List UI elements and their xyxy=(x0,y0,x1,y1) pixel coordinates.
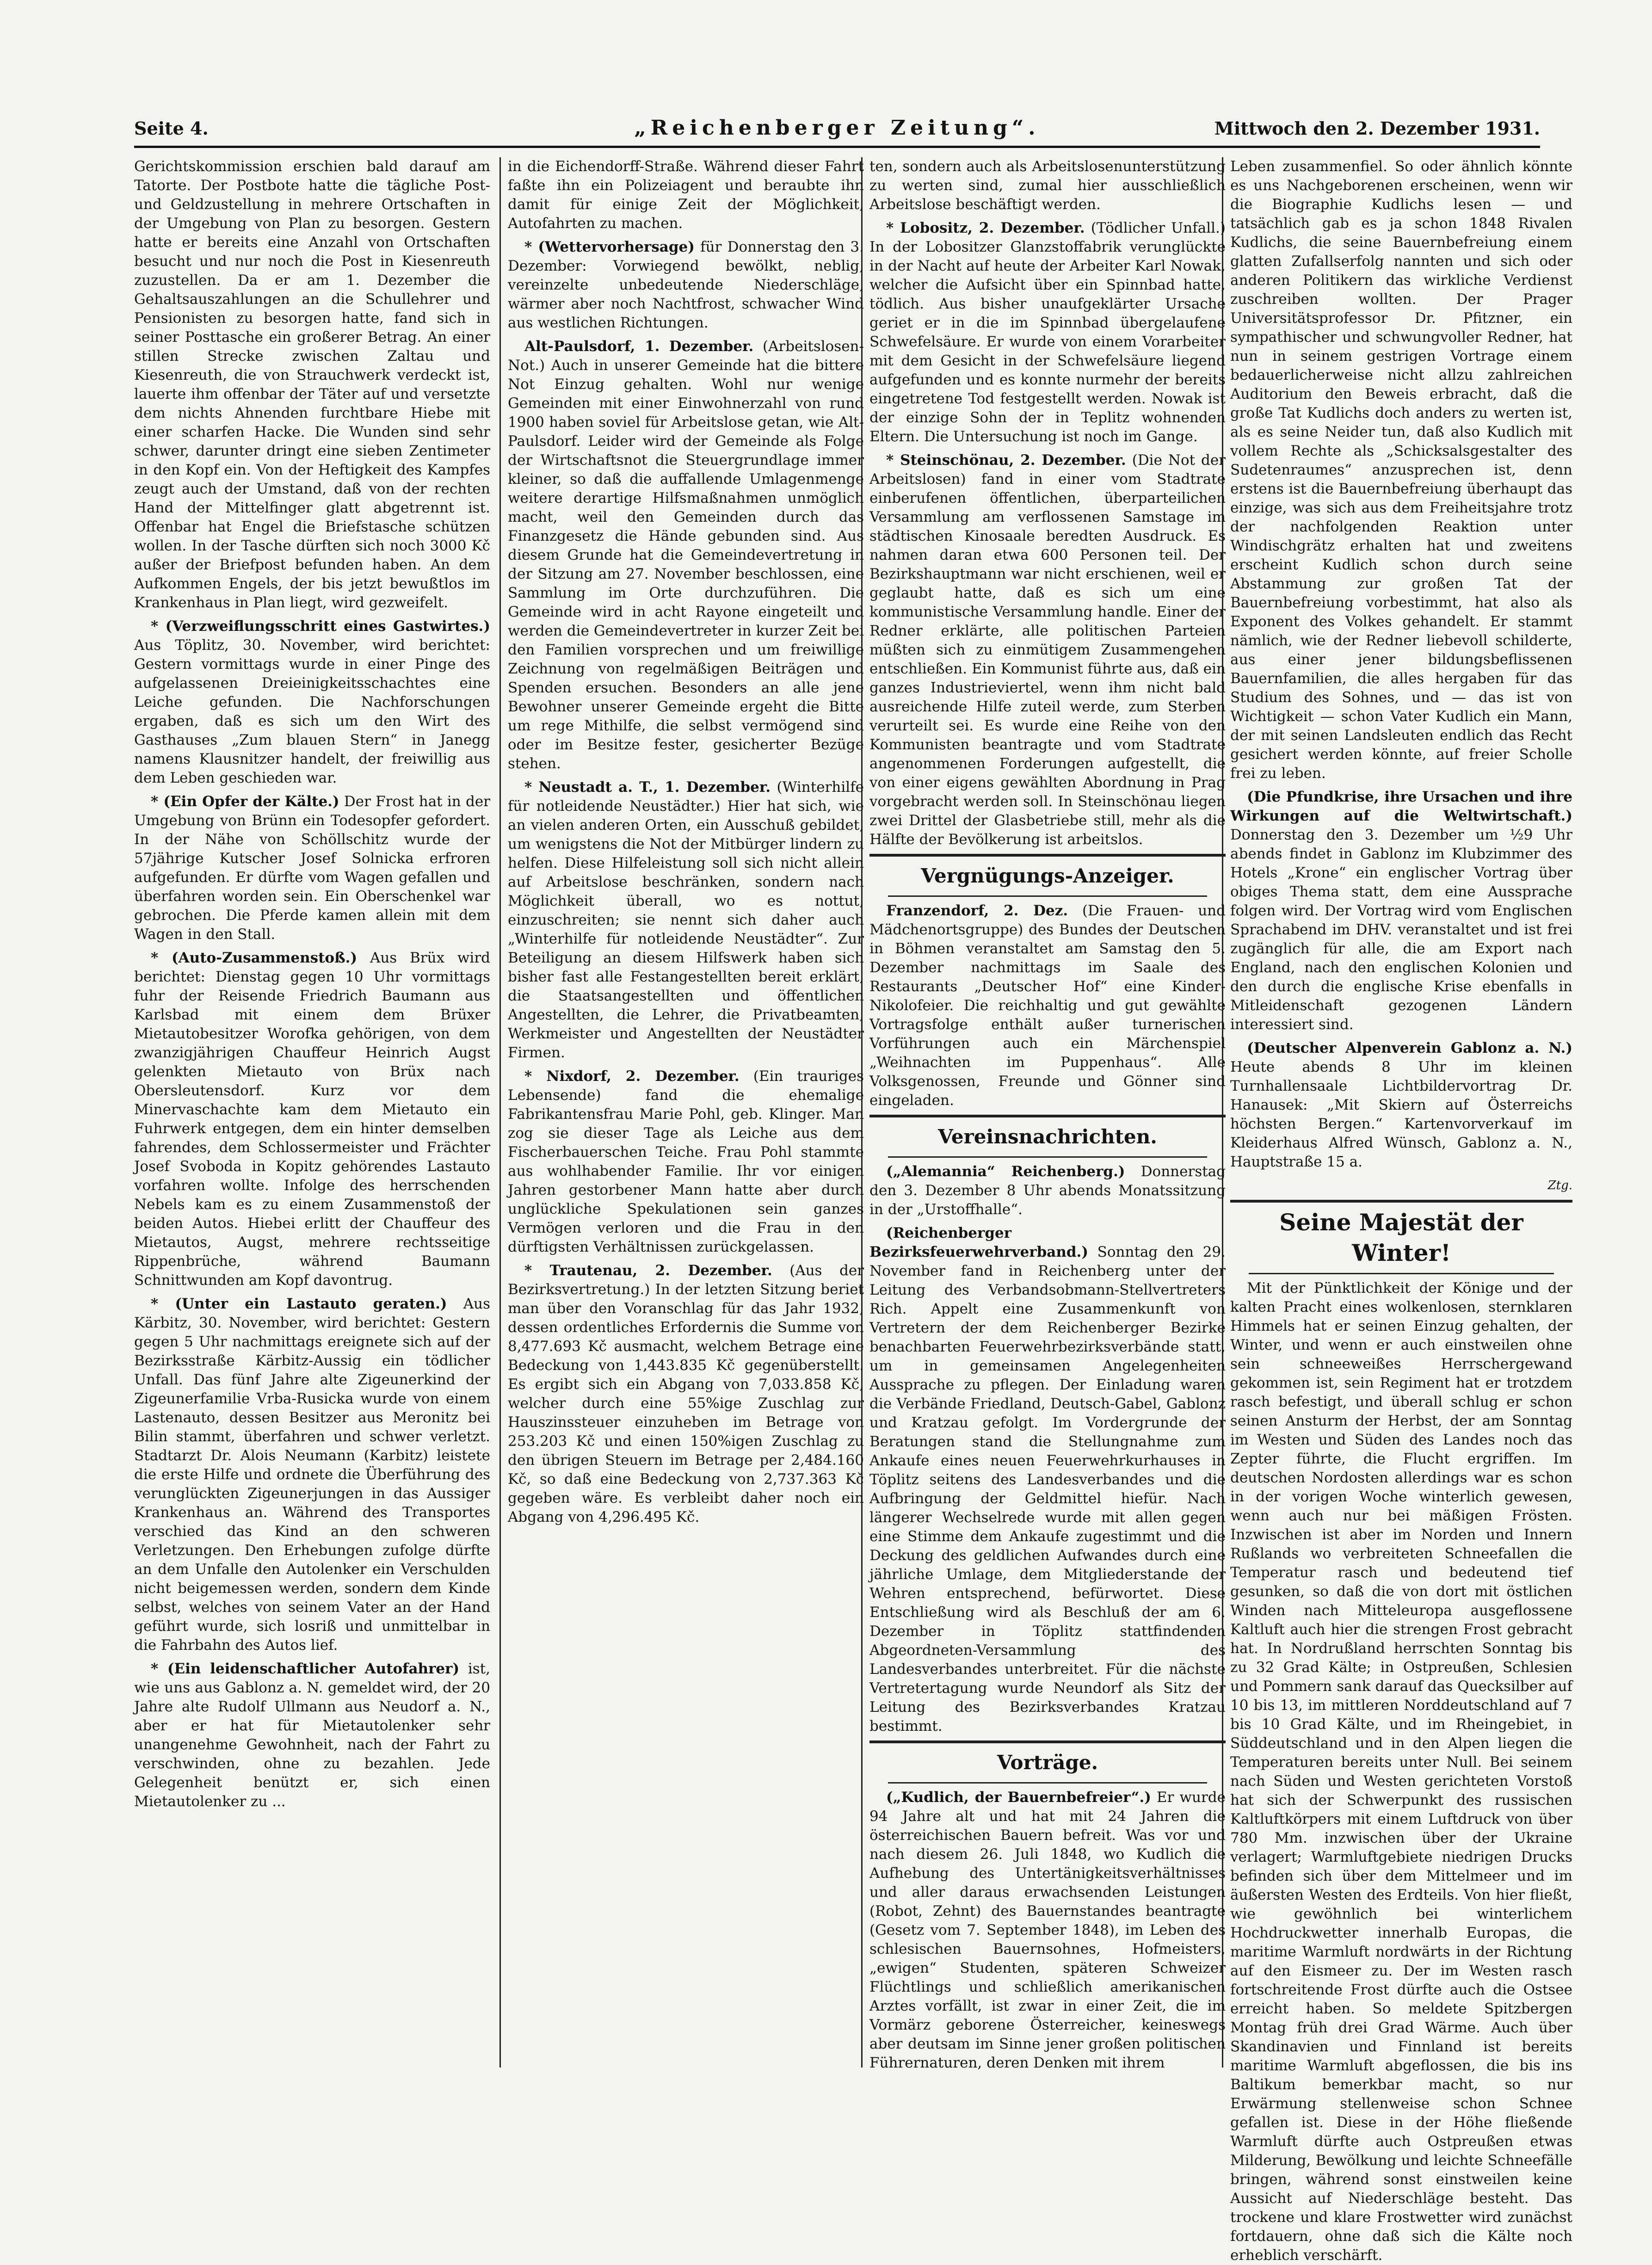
article-text xyxy=(134,949,490,1290)
article-text xyxy=(134,617,490,788)
article xyxy=(869,1224,1226,1736)
article-body: Gerichtskommission erschien bald darauf am Tatorte. Der Postbote hatte die tägliche Post- und Geldzustellung in mehrere Ortschaften in der Umgebung von Plan zu besorgen. Gestern hatte er bereits eine Anzahl von Ortschaften besucht und nur noch die Post in Kiesenreuth zuzustellen. Da er am 1. Dezember die Gehaltsauszahlungen an die Schullehrer und Pensionisten zu besorgen hatte, fand sich in seiner Posttasche ein großerer Betrag. An einer stillen Strecke zwischen Zaltau und Kiesenreuth, die von Strauchwerk verdeckt ist, lauerte ihm offenbar der Täter auf und versetzte dem nichts Ahnenden furchtbare Hiebe mit einer scharfen Hacke. Die Wunden sind sehr schwer, darunter dringt eine sieben Zentimeter in den Kopf ein. Von der Heftigkeit des Kampfes zeugt auch der Umstand, daß von der rechten Hand der Mittelfinger glatt abgetrennt ist. Offenbar hat Engel die Briefstasche schützen wollen. In der Tasche dürften sich noch 3000 Kč außer der Briefpost befunden haben. An dem Aufkommen Engels, der bis jetzt bewußtlos im Krankenhaus in Plan liegt, wird gezweifelt. xyxy=(134,158,490,611)
column-1 xyxy=(134,157,490,2063)
section-heading-verein: Vereinsnachrichten. xyxy=(938,1125,1157,1148)
article-text xyxy=(869,1162,1226,1219)
article xyxy=(1230,788,1572,1034)
feature-headline: Seine Majestät der Winter! xyxy=(1279,1209,1523,1266)
article-lead: * Lobositz, 2. Dezember. xyxy=(886,220,1085,236)
article xyxy=(508,778,864,1062)
article-text xyxy=(508,157,864,233)
article-text xyxy=(1230,157,1572,783)
article xyxy=(869,157,1226,214)
header-rule xyxy=(134,146,1540,148)
article-body: (Aus der Bezirksvertretung.) In der letzten Sitzung beriet man über den Voranschlag für das Jahr 1932, dessen ordentliches Erfordernis die Summe von 8,477.693 Kč ausmacht, welchem Betrage eine Bedeckung von 1,443.835 Kč gegenüberstellt. Es ergibt sich ein Abgang von 7,033.858 Kč, welcher durch eine 55%ige Zuschlag zur Hauszinssteuer einzuheben im Betrage von 253.203 Kč und einen 150%igen Zuschlag zu den übrigen Steuern im Betrage per 2,484.160 Kč, so daß eine Bedeckung von 2,737.363 Kč gegeben wäre. Es verbleibt daher noch ein Abgang von 4,296.495 Kč. xyxy=(508,1262,864,1525)
article xyxy=(869,1162,1226,1219)
article-lead: * Neustadt a. T., 1. Dezember. xyxy=(524,779,771,796)
article xyxy=(508,238,864,333)
article-text xyxy=(508,1261,864,1527)
article xyxy=(1230,1279,1572,2265)
article-lead: * Trautenau, 2. Dezember. xyxy=(524,1262,772,1279)
article-body: Donnerstag den 3. Dezember 8 Uhr abends Monatssitzung in der „Urstoffhalle“. xyxy=(869,1163,1226,1218)
article-body: ist, wie uns aus Gablonz a. N. gemeldet wird, der 20 Jahre alte Rudolf Ullmann aus Neudorf a. N., aber er hat für Mietautolenker sehr unangenehme Gewohnheit, nach der Fahrt zu verschwinden, ohne zu bezahlen. Jede Gelegenheit benützt er, sich einen Mietautolenker zu ... xyxy=(134,1660,490,1810)
issue-date: Mittwoch den 2. Dezember 1931. xyxy=(1214,118,1540,139)
article-body: für Donnerstag den 3. Dezember: Vorwiegend bewölkt, neblig, vereinzelte unbedeutende Niederschläge, wärmer aber noch Nachtfrost, schwacher Wind aus westlichen Richtungen. xyxy=(508,239,864,331)
masthead: „Reichenberger Zeitung“. xyxy=(634,116,1040,140)
article-text xyxy=(869,1224,1226,1736)
article-text xyxy=(869,901,1226,1110)
article xyxy=(134,792,490,944)
article-text: Mit der Pünktlichkeit der Könige und der kalten Pracht eines wolkenlosen, sternklaren Himmels hat er seinen Einzug gehalten, der Winter, und wenn er auch einstweilen ohne sein schneeweißes Herrschergewand gekommen ist, sein Regiment hat er trotzdem rasch befestigt, und überall schlug er schon seinen Ansturm der Herbst, der am Sonntag im Westen und Süden des Landes noch das Zepter führte, die Flucht ergriffen. Im deutschen Nordosten allerdings war es schon in der vorigen Woche winterlich gewesen, wenn auch nur bei mäßigen Frösten. Inzwischen ist aber im Norden und Innern Rußlands wo verbreiteten Schneefallen die Temperatur rasch und bedeutend tief gesunken, so daß die von dort mit östlichen Winden nach Mitteleuropa ausgeflossene Kaltluft auch hier die strengen Frost gebracht hat. In Nordrußland herrschten Sonntag bis zu 32 Grad Kälte; in Ostpreußen, Schlesien und Pommern sank darauf das Quecksilber auf 10 bis 13, im mittleren Norddeutschland auf 7 bis 10 Grad Kälte, und im Rheingebiet, in Süddeutschland und in den Alpen liegen die Temperaturen bereits unter Null. Bei seinem nach Süden und Westen gerichteten Vorstoß hat sich der Schwerpunkt des russischen Kaltluftkörpers mit einem Luftdruck von über 780 Mm. inzwischen über der Ukraine verlagert; Warmluftgebiete niedrigen Drucks befinden sich über dem Mittelmeer und im äußersten Westen des Erdteils. Von hier fließt, wie gewöhnlich bei winterlichem Hochdruckwetter innerhalb Europas, die maritime Warmluft nordwärts in der Richtung auf den Eismeer zu. Der im Westen rasch fortschreitende Frost dürfte auch die Ostsee erreicht haben. So meldete Spitzbergen Montag früh drei Grad Wärme. Auch über Skandinavien und Finnland ist bereits maritime Warmluft abgeflossen, die bis ins Baltikum bemerkbar macht, so nur Erwärmung stellenweise schon Schnee gefallen ist. Diese in der Höhe fließende Warmluft dürfte auch Ostpreußen etwas Milderung, Bewölkung und leichte Schneefälle bringen, während sonst einstweilen keine Aussicht auf Niederschläge besteht. Das trockene und klare Frostwetter wird zunächst fortdauern, ohne daß sich die Kälte noch erheblich verschärft. xyxy=(1230,1280,1572,2264)
article-lead: * (Unter ein Lastauto geraten.) xyxy=(151,1296,447,1312)
section-heading-vortraege: Vorträge. xyxy=(997,1751,1098,1774)
article-text xyxy=(1230,1039,1572,1172)
article-text xyxy=(134,157,490,612)
article xyxy=(134,1295,490,1655)
article-text xyxy=(508,238,864,333)
article-lead: („Alemannia“ Reichenberg.) xyxy=(886,1163,1125,1180)
article xyxy=(508,1067,864,1257)
section-heading-vergnuegung: Vergnügungs-Anzeiger. xyxy=(921,864,1174,887)
article-body: (Die Not der Arbeitslosen) fand in einer vom Stadtrate einberufenen öffentlichen, überparteilichen Versammlung am verflossenen Samstage im städtischen Kinosaale beredten Ausdruck. Es nahmen daran etwa 600 Personen teil. Der Bezirkshauptmann war nicht erschienen, weil er geglaubt hatte, daß es sich um eine kommunistische Versammlung handle. Einer der Redner erklärte, alle politischen Parteien müßten sich zu einmütigem Zusammengehen entschließen. Ein Kommunist führte aus, daß ein ganzes Industrieviertel, wenn ihm nicht bald ausreichende Hilfe zuteil werde, zum Sterben verurteilt sei. Es wurde eine Reihe von den Kommunisten beantragte und vom Stadtrate angenommenen Forderungen aufgestellt, die von einer eigens gewählten Abordnung in Prag vorgebracht werden soll. In Steinschönau liegen zwei Drittel der Glasbetriebe still, mehr als die Hälfte der Bevölkerung ist arbeitslos. xyxy=(869,452,1226,848)
article xyxy=(134,617,490,788)
article-lead: * (Verzweiflungsschritt eines Gastwirtes.) xyxy=(151,618,490,635)
column-3 xyxy=(869,157,1226,2071)
section-rule xyxy=(1249,1273,1554,1274)
article-text xyxy=(869,219,1226,446)
article-text xyxy=(869,451,1226,849)
article-lead: * (Auto-Zusammenstoß.) xyxy=(151,950,358,966)
article-lead: * Nixdorf, 2. Dezember. xyxy=(524,1068,740,1085)
article-body: Aus Kärbitz, 30. November, wird berichtet: Gestern gegen 5 Uhr nachmittags ereignete sich auf der Bezirksstraße Kärbitz-Aussig ein tödlicher Unfall. Das fünf Jahre alte Zigeunerkind der Zigeunerfamilie Vrba-Rusicka wurde von einem Lastenauto, dessen Besitzer aus Meronitz bei Bilin stammt, überfahren und schwer verletzt. Stadtarzt Dr. Alois Neumann (Karbitz) leistete die erste Hilfe und ordnete die Überführung des verunglückten Zigeunerjungen in das Aussiger Krankenhaus an. Während des Transportes verschied das Kind an den schweren Verletzungen. Den Erhebungen zufolge dürfte an dem Unfalle den Autolenker ein Verschulden nicht beigemessen werden, sondern dem Kinde selbst, welches von seinem Vater an der Hand geführt wurde, sich losriß und unmittelbar in die Fahrbahn des Autos lief. xyxy=(134,1296,491,1654)
column-2 xyxy=(508,157,864,2063)
article-body: ten, sondern auch als Arbeitslosenunterstützung zu werten sind, zumal hier ausschließlich Arbeitslose beschäftigt werden. xyxy=(869,158,1226,213)
article-text xyxy=(134,1660,490,1811)
article xyxy=(869,901,1226,1110)
section-rule xyxy=(869,1740,1226,1743)
article-body: (Die Frauen- und Mädchenortsgruppe) des Bundes der Deutschen in Böhmen veranstaltet am Samstag den 5. Dezember nachmittags im Saale des Restaurants „Deutscher Hof“ eine Kinder-Nikolofeier. Die reichhaltig und gut gewählte Vortragsfolge enthält außer turnerischen Vorführungen auch ein Märchenspiel „Weihnachten im Puppenhaus“. Alle Volksgenossen, Freunde und Gönner sind eingeladen. xyxy=(869,902,1226,1109)
article-body: Heute abends 8 Uhr im kleinen Turnhallensaale Lichtbildervortrag Dr. Hanausek: „Mit Skiern auf Österreichs höchsten Bergen.“ Kartenvorverkauf im Kleiderhaus Alfred Wünsch, Gablonz a. N., Hauptstraße 15 a. xyxy=(1230,1059,1572,1170)
article xyxy=(508,157,864,233)
article-lead: * Steinschönau, 2. Dezember. xyxy=(886,452,1126,469)
article-lead: Alt-Paulsdorf, 1. Dezember. xyxy=(524,338,754,355)
article-body: Sonntag den 29. November fand in Reichenberg unter der Leitung des Verbandsobmann-Stellvertreters Rich. Appelt eine Zusammenkunft von Vertretern der dem Reichenberger Bezirke benachbarten Feuerwehrbezirksverbände statt, um in gemeinsamen Angelegenheiten Aussprache zu pflegen. Der Einladung waren die Verbände Friedland, Deutsch-Gabel, Gablonz und Kratzau gefolgt. Im Vordergrunde der Beratungen stand die Stellungnahme zum Ankaufe eines neuen Feuerwehrkurhauses in Töplitz seitens des Landesverbandes und die Aufbringung der Geldmittel hiefür. Nach längerer Wechselrede wurde mit allen gegen eine Stimme dem Ankaufe zugestimmt und die Deckung des geldlichen Aufwandes durch eine jährliche Umlage, dem Mitgliederstande der Wehren entsprechend, befürwortet. Diese Entschließung wird als Beschluß der am 6. Dezember in Töplitz stattfindenden Abgeordneten-Versammlung des Landesverbandes unterbreitet. Für die nächste Vertretertagung wurde Neundorf als Sitz der Leitung des Bezirksverbandes Kratzau bestimmt. xyxy=(869,1244,1226,1734)
article-text xyxy=(134,1295,490,1655)
article-body: (Arbeitslosen-Not.) Auch in unserer Gemeinde hat die bittere Not Einzug gehalten. Wohl nur wenige Gemeinden mit einer Einwohnerzahl von rund 1900 haben soviel für Arbeitslose getan, wie Alt-Paulsdorf. Leider wird der Gemeinde als Folge der Wirtschaftsnot die Steuergrundlage immer kleiner, so daß die auffallende Umlagenmenge weitere derartige Hilfsmaßnahmen unmöglich macht, weil den Gemeinden durch das Finanzgesetz die Hände gebunden sind. Aus diesem Grunde hat die Gemeindevertretung in der Sitzung am 27. November beschlossen, eine Sammlung im Orte durchzuführen. Die Gemeinde wird in acht Rayone eingeteilt und werden die Gemeindevertreter in kurzer Zeit bei den Familien vorsprechen und um freiwillige Zeichnung von regelmäßigen Beiträgen und Spenden ersuchen. Besonders an alle jene Bewohner unserer Gemeinde ergeht die Bitte um rege Mithilfe, die selbst vermögend sind oder im Besitze fester, gesicherter Bezüge stehen. xyxy=(508,338,864,772)
article-text xyxy=(869,157,1226,214)
article-lead: * (Ein Opfer der Kälte.) xyxy=(151,793,339,810)
article-body: Leben zusammenfiel. So oder ähnlich könnte es uns Nachgeborenen erscheinen, wenn wir die Biographie Kudlichs lesen — und tatsächlich gab es ja schon 1848 Rivalen Kudlichs, die seine Bauernbefreiung einem glatten Zufallserfolg nannten und sich oder anderen Politikern das wirkliche Verdienst zuschreiben wollten. Der Prager Universitätsprofessor Dr. Pfitzner, ein sympathischer und schwungvoller Redner, hat nun in seinem gestrigen Vortrage einem bedauerlicherweise nicht allzu zahlreichen Auditorium den Beweis erbracht, daß die große Tat Kudlichs doch anders zu werten ist, als es seine Neider tun, daß also Kudlich mit vollem Rechte als „Schicksalsgestalter des Sudetenraumes“ anzusprechen ist, denn erstens ist die Bauernbefreiung überhaupt das einzige, was sich aus dem Freiheitsjahre trotz der nachfolgenden Reaktion unter Windischgrätz erhalten hat und zweitens erscheint Kudlich schon durch seine Abstammung zur großen Tat der Bauernbefreiung vorbestimmt, hat also als Exponent des Volkes gehandelt. Er stammt nämlich, wie der Redner liebevoll schilderte, aus einer jener bildungsbeflissenen Bauernfamilien, die alles hergaben für das Studium des Sohnes, und — das ist von Wichtigkeit — schon Vater Kudlich ein Mann, der mit seinen Landsleuten endlich das Recht gesichert werden könnte, auf freier Scholle frei zu leben. xyxy=(1230,158,1572,782)
article xyxy=(869,219,1226,446)
article xyxy=(1230,157,1572,783)
article-body: Er wurde 94 Jahre alt und hat mit 24 Jahren die österreichischen Bauern befreit. Was vor und nach diesem 26. Juli 1848, wo Kudlich die Aufhebung des Untertänigkeitsverhältnisses und aller daraus erwachsenden Leistungen (Robot, Zehnt) des Bauernstandes beantragte (Gesetz vom 7. September 1848), im Leben des schlesischen Bauernsohnes, Hofmeisters, „ewigen“ Studenten, späteren Schweizer Flüchtlings und schließlich amerikanischen Arztes vorfällt, ist zwar in einer Zeit, die im Vormärz geborene Österreicher, keineswegs aber deutsam im Sinne jener großen politischen Führernaturen, deren Denken mit ihrem xyxy=(869,1789,1226,2071)
article-text xyxy=(134,792,490,944)
section-rule xyxy=(888,1156,1207,1158)
article-text xyxy=(869,1788,1226,2073)
article-lead: („Kudlich, der Bauernbefreier“.) xyxy=(886,1789,1151,1806)
article-text xyxy=(508,337,864,773)
article xyxy=(508,337,864,773)
section-rule xyxy=(869,1115,1226,1117)
article-lead: (Die Pfundkrise, ihre Ursachen und ihre Wirkungen auf die Weltwirtschaft.) xyxy=(1230,789,1572,824)
article-text xyxy=(508,1067,864,1257)
article-lead: * (Wettervorhersage) xyxy=(524,239,695,255)
article xyxy=(134,1660,490,1811)
article-body: Aus Töplitz, 30. November, wird berichtet: Gestern vormittags wurde in einer Pinge des aufgelassenen Dreieinigkeitsschachtes eine Leiche gefunden. Die Nachforschungen ergaben, daß es sich um den Wirt des Gasthauses „Zum blauen Stern“ in Janegg namens Klausnitzer handelt, der freiwillig aus dem Leben geschieden war. xyxy=(134,637,490,786)
column-divider xyxy=(499,157,501,2068)
article-body: Der Frost hat in der Umgebung von Brünn ein Todesopfer gefordert. In der Nähe von Schöllschitz wurde der 57jährige Kutscher Josef Solnicka erfroren aufgefunden. Er dürfte vom Wagen gefallen und überfahren worden sein. Ein Oberschenkel war gebrochen. Die Pferde kamen allein mit dem Wagen in den Stall. xyxy=(134,793,491,943)
signoff: Ztg. xyxy=(1547,1179,1572,1192)
article-body: Donnerstag den 3. Dezember um ½9 Uhr abends findet in Gablonz im Klubzimmer des Hotels „Krone“ ein englischer Vortrag über obiges Thema statt, dem eine Aussprache folgen wird. Der Vortrag wird vom Englischen Sprachabend im DHV. veranstaltet und ist frei zugänglich für alle, die am Export nach England, nach den englischen Kolonien und den durch die englische Krise ebenfalls in Mitleidenschaft gezogenen Ländern interessiert sind. xyxy=(1230,827,1572,1033)
article-body: Aus Brüx wird berichtet: Dienstag gegen 10 Uhr vormittags fuhr der Reisende Friedrich Baumann aus Karlsbad mit einem dem Brüxer Mietautobesitzer Worofka gehörigen, von dem zwanzigjährigen Chauffeur Heinrich Augst gelenkten Mietauto von Brüx nach Obersleutensdorf. Kurz vor dem Minervaschachte kam dem Mietauto ein Fuhrwerk entgegen, dem ein hinter demselben fahrendes, dem Schlossermeister und Frächter Josef Svoboda in Kopitz gehörendes Lastauto vorfahren wollte. Infolge des herrschenden Nebels kam es zu einem Zusammenstoß der beiden Autos. Hiebei erlitt der Chauffeur des Mietautos, Augst, mehrere rechtsseitige Rippenbrüche, während Baumann Schnittwunden am Kopf davontrug. xyxy=(134,950,490,1289)
article-body: (Ein trauriges Lebensende) fand die ehemalige Fabrikantensfrau Marie Pohl, geb. Klinger. Man zog sie dieser Tage als Leiche aus dem Fischerbauerschen Teiche. Frau Pohl stammte aus wohlhabender Familie. Ihr vor einigen Jahren gestorbener Mann hatte aber durch unglückliche Spekulationen sein ganzes Vermögen verloren und die Frau in den dürftigsten Verhältnissen zurückgelassen. xyxy=(508,1068,864,1255)
article-text xyxy=(508,778,864,1062)
page-header xyxy=(134,118,1540,146)
article-lead: * (Ein leidenschaftlicher Autofahrer) xyxy=(151,1660,460,1677)
article-text xyxy=(1230,788,1572,1034)
section-rule xyxy=(888,1782,1207,1784)
column-4 xyxy=(1230,157,1572,2264)
article xyxy=(508,1261,864,1527)
section-rule xyxy=(888,895,1207,897)
article xyxy=(869,451,1226,849)
article-body: (Tödlicher Unfall.) In der Lobositzer Glanzstoffabrik verunglückte in der Nacht auf heute der Arbeiter Karl Nowak, welcher die Aufsicht über ein Spinnbad hatte, tödlich. Aus bisher unaufgeklärter Ursache geriet er in die im Spinnbad übergelaufene Schwefelsäure. Er wurde von einem Vorarbeiter mit dem Gesicht in der Schwefelsäure liegend aufgefunden und es konnte nurmehr der bereits eingetretene Tod festgestellt werden. Nowak ist der einzige Sohn der in Teplitz wohnenden Eltern. Die Untersuchung ist noch im Gange. xyxy=(869,220,1226,445)
section-rule xyxy=(1230,1200,1572,1203)
page-number: Seite 4. xyxy=(134,118,209,139)
article-lead: Franzendorf, 2. Dez. xyxy=(886,902,1068,919)
article-lead: (Deutscher Alpenverein Gablonz a. N.) xyxy=(1247,1040,1572,1056)
article-body: (Winterhilfe für notleidende Neustädter.) Hier hat sich, wie an vielen anderen Orten, ein Ausschuß gebildet, um wenigstens die Not der Mitbürger lindern zu helfen. Diese Hilfeleistung soll sich nicht allein auf Arbeitslose beschränken, sondern nach Möglichkeit überall, wo es nottut, einzuschreiten; sie nennt sich daher auch „Winterhilfe für notleidende Neustädter“. Zur Beteiligung an diesem Hilfswerk haben sich bisher fast alle Festangestellten bereit erklärt, die Staatsangestellten und öffentlichen Angestellten, die Lehrer, die Privatbeamten, Werkmeister und Angestellten der Neustädter Firmen. xyxy=(508,779,864,1061)
article-body: in die Eichendorff-Straße. Während dieser Fahrt faßte ihn ein Polizeiagent und beraubte ihn damit für einige Zeit der Möglichkeit, Autofahrten zu machen. xyxy=(508,158,864,232)
article xyxy=(134,157,490,612)
article-lead: (Reichenberger Bezirksfeuerwehrverband.) xyxy=(869,1225,1089,1260)
article xyxy=(869,1788,1226,2073)
section-rule xyxy=(869,854,1226,857)
article xyxy=(134,949,490,1290)
article xyxy=(1230,1039,1572,1172)
